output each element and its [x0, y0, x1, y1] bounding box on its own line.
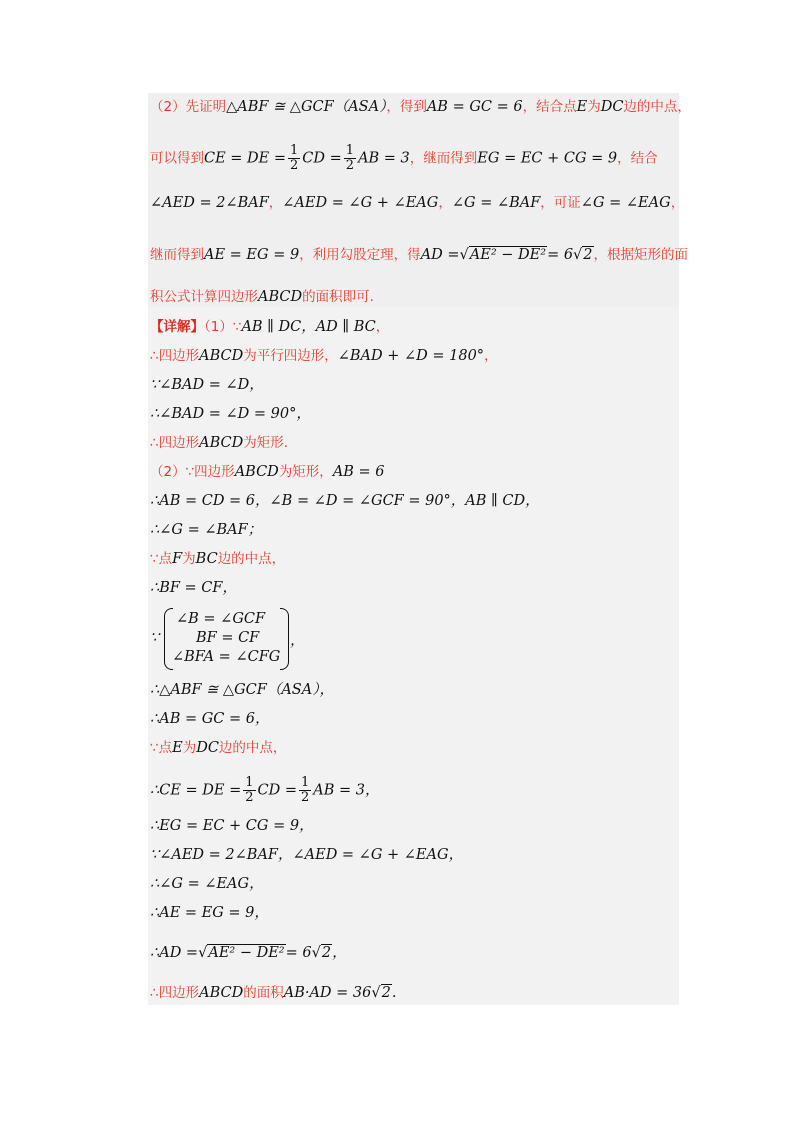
solution-line-6: （2）∵四边形ABCD为矩形，AB = 6 [150, 464, 385, 480]
solution-line-18: ∴AE = EG = 9， [150, 905, 269, 921]
analysis-line-4: 继而得到AE = EG = 9，利用勾股定理，得AD =√AE² − DE²= 6√2，根据矩形的面 [150, 247, 689, 263]
sqrt-expression: √AE² − DE² [459, 247, 547, 263]
solution-line-4: ∴∠BAD = ∠D = 90°， [150, 406, 311, 422]
fraction-half: $\frac{1}{2}$ [245, 775, 254, 805]
solution-line-2: ∴四边形ABCD为平行四边形，∠BAD + ∠D = 180°， [150, 348, 498, 364]
analysis-line-5: 积公式计算四边形ABCD的面积即可. [150, 289, 374, 305]
solution-line-15: ∴EG = EC + CG = 9， [150, 818, 314, 834]
solution-line-20: ∴四边形ABCD的面积AB·AD = 36√2. [150, 985, 397, 1001]
solution-line-9: ∵点F为BC边的中点， [150, 551, 286, 567]
solution-line-19: ∴AD =√AE² − DE²= 6√2， [150, 945, 347, 961]
sqrt-expression: √2 [371, 985, 391, 1001]
fraction-half: $\frac{1}{2}$ [345, 143, 355, 173]
solution-line-12: ∴AB = GC = 6， [150, 711, 270, 727]
solution-line-14: ∴CE = DE = $\frac{1}{2}$ CD = $\frac{1}{2}$ AB = 3， [150, 775, 380, 805]
solution-line-13: ∵点E为DC边的中点， [150, 740, 287, 756]
analysis-line-2: 可以得到CE = DE = $\frac{1}{2}$ CD = $\frac{1}{2}$ AB = 3，继而得到EG = EC + CG = 9，结合 [150, 143, 658, 173]
solution-line-5: ∴四边形ABCD为矩形. [150, 435, 289, 451]
sqrt-expression: √2 [573, 247, 593, 263]
solution-line-7: ∴AB = CD = 6，∠B = ∠D = ∠GCF = 90°，AB ∥ CD， [150, 493, 540, 509]
solution-line-10: ∴BF = CF， [150, 580, 237, 596]
analysis-line-1: （2）先证明△ABF ≅ △GCF（ASA），得到AB = GC = 6，结合点E为DC边的中点， [150, 99, 691, 115]
right-brace [280, 608, 289, 670]
solution-line-8: ∴∠G = ∠BAF； [150, 522, 263, 538]
solution-line-17: ∴∠G = ∠EAG， [150, 876, 264, 892]
solution-line-11: ∴△ABF ≅ △GCF（ASA）， [150, 682, 334, 698]
sqrt-expression: √2 [311, 945, 332, 961]
analysis-line-3: ∠AED = 2∠BAF，∠AED = ∠G + ∠EAG，∠G = ∠BAF，可证∠G = ∠EAG， [150, 195, 685, 211]
fraction-half: $\frac{1}{2}$ [290, 143, 299, 173]
solution-line-1: 【详解】（1）∵AB ∥ DC，AD ∥ BC， [150, 319, 390, 335]
solution-line-16: ∵∠AED = 2∠BAF，∠AED = ∠G + ∠EAG， [150, 847, 464, 863]
solution-line-3: ∵∠BAD = ∠D， [150, 377, 264, 393]
fraction-half: $\frac{1}{2}$ [301, 775, 310, 805]
sqrt-expression: √AE² − DE² [198, 945, 285, 961]
